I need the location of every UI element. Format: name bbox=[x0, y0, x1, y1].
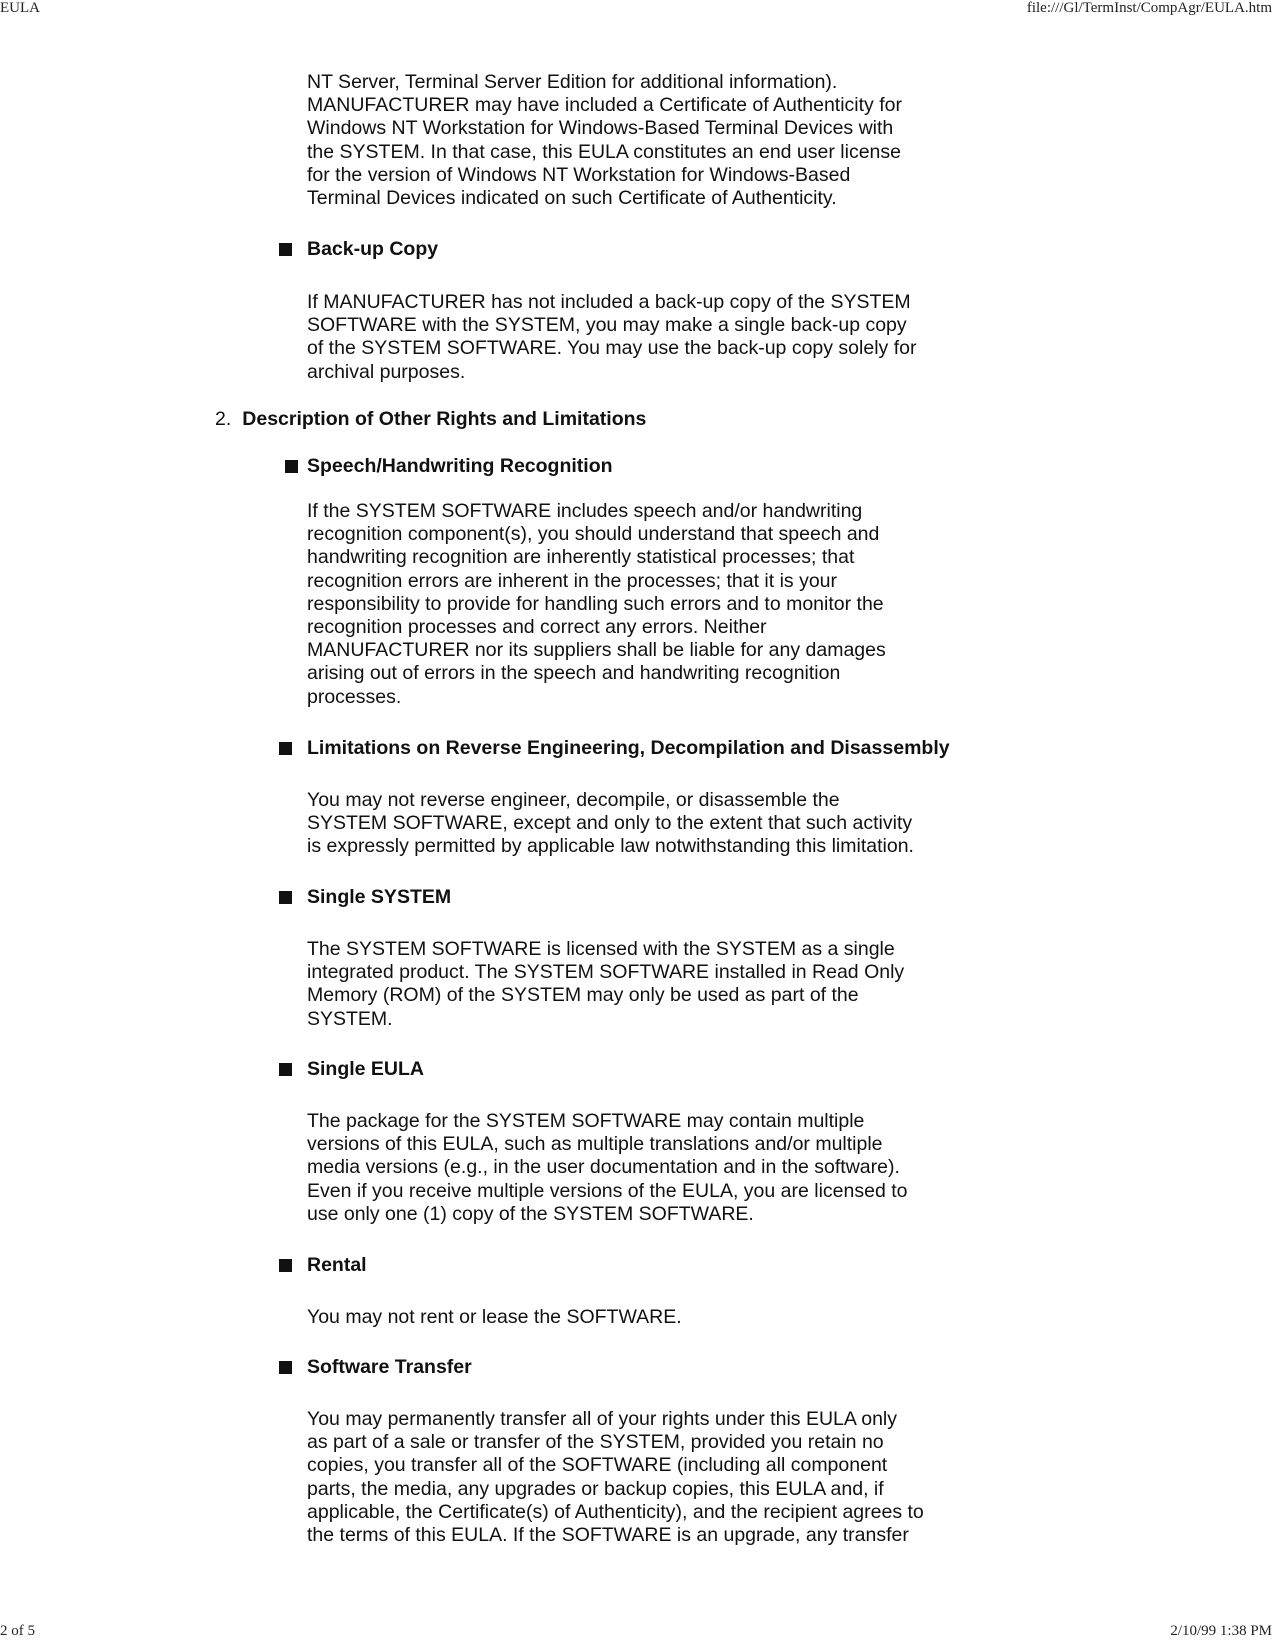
reverse-engineering-paragraph: You may not reverse engineer, decompile, or disassemble the SYSTEM SOFTWARE, except and only to the extent that such activity is expressly permitted by applicable law notwithstanding this limitation. bbox=[307, 789, 914, 858]
rental-heading bbox=[279, 1254, 367, 1277]
bullet-square-icon bbox=[279, 1259, 292, 1272]
page-footer-page-count: 2 of 5 bbox=[0, 1623, 35, 1639]
software-transfer-paragraph: You may permanently transfer all of your rights under this EULA only as part of a sale or transfer of the SYSTEM, provided you retain no copies, you transfer all of the SOFTWARE (including all component parts, the media, any upgrades or backup copies, this EULA and, if applicable, the Certificate(s) of Authenticity), and the recipient agrees to the terms of this EULA. If the SOFTWARE is an upgrade, any transfer bbox=[307, 1408, 924, 1547]
section-2-heading bbox=[215, 408, 646, 431]
bullet-square-icon bbox=[279, 891, 292, 904]
single-system-heading-label: Single SYSTEM bbox=[307, 886, 452, 908]
section-number: 2. bbox=[215, 408, 232, 430]
page-header-url: file:///Gl/TermInst/CompAgr/EULA.htm bbox=[1026, 0, 1272, 16]
bullet-square-icon bbox=[285, 460, 298, 473]
section-title: Description of Other Rights and Limitations bbox=[242, 408, 647, 430]
bullet-square-icon bbox=[279, 1361, 292, 1374]
single-system-paragraph: The SYSTEM SOFTWARE is licensed with the SYSTEM as a single integrated product. The SYSTEM SOFTWARE installed in Read Only Memory (ROM) of the SYSTEM may only be used as part of the SYSTEM. bbox=[307, 938, 905, 1030]
bullet-square-icon bbox=[279, 243, 292, 256]
backup-copy-heading bbox=[279, 238, 438, 261]
speech-recognition-paragraph: If the SYSTEM SOFTWARE includes speech and/or handwriting recognition component(s), you should understand that speech and handwriting recognition are inherently statistical processes; that recognition errors are inherent in the processes; that it is your responsibility to provide for handling such errors and to monitor the recognition processes and correct any errors. Neither MANUFACTURER nor its suppliers shall be liable for any damages arising out of errors in the speech and handwriting recognition processes. bbox=[307, 500, 886, 708]
backup-copy-paragraph: If MANUFACTURER has not included a back-up copy of the SYSTEM SOFTWARE with the SYSTEM, you may make a single back-up copy of the SYSTEM SOFTWARE. You may use the back-up copy solely for archival purposes. bbox=[307, 291, 917, 383]
backup-copy-heading-label: Back-up Copy bbox=[307, 238, 439, 260]
software-transfer-heading-label: Software Transfer bbox=[307, 1356, 472, 1378]
intro-paragraph: NT Server, Terminal Server Edition for additional information). MANUFACTURER may have included a Certificate of Authenticity for Windows NT Workstation for Windows-Based Terminal Devices with the SYSTEM. In that case, this EULA constitutes an end user license for the version of Windows NT Workstation for Windows-Based Terminal Devices indicated on such Certificate of Authenticity. bbox=[307, 71, 902, 210]
rental-paragraph: You may not rent or lease the SOFTWARE. bbox=[307, 1306, 682, 1328]
single-system-heading bbox=[279, 886, 451, 909]
single-eula-paragraph: The package for the SYSTEM SOFTWARE may contain multiple versions of this EULA, such as multiple translations and/or multiple media versions (e.g., in the user documentation and in the software). Even if you receive multiple versions of the EULA, you are licensed to use only one (1) copy of the SYSTEM SOFTWARE. bbox=[307, 1110, 908, 1225]
page-header-title: EULA bbox=[0, 0, 40, 16]
bullet-square-icon bbox=[279, 1063, 292, 1076]
reverse-engineering-heading-label: Limitations on Reverse Engineering, Decompilation and Disassembly bbox=[307, 737, 950, 759]
single-eula-heading bbox=[279, 1058, 424, 1081]
single-eula-heading-label: Single EULA bbox=[307, 1058, 425, 1080]
page-footer-datetime: 2/10/99 1:38 PM bbox=[1170, 1623, 1272, 1639]
speech-recognition-heading-label: Speech/Handwriting Recognition bbox=[307, 455, 613, 477]
bullet-square-icon bbox=[279, 742, 292, 755]
rental-heading-label: Rental bbox=[307, 1254, 367, 1276]
speech-recognition-heading bbox=[285, 455, 613, 478]
reverse-engineering-heading bbox=[279, 737, 950, 760]
software-transfer-heading bbox=[279, 1356, 472, 1379]
